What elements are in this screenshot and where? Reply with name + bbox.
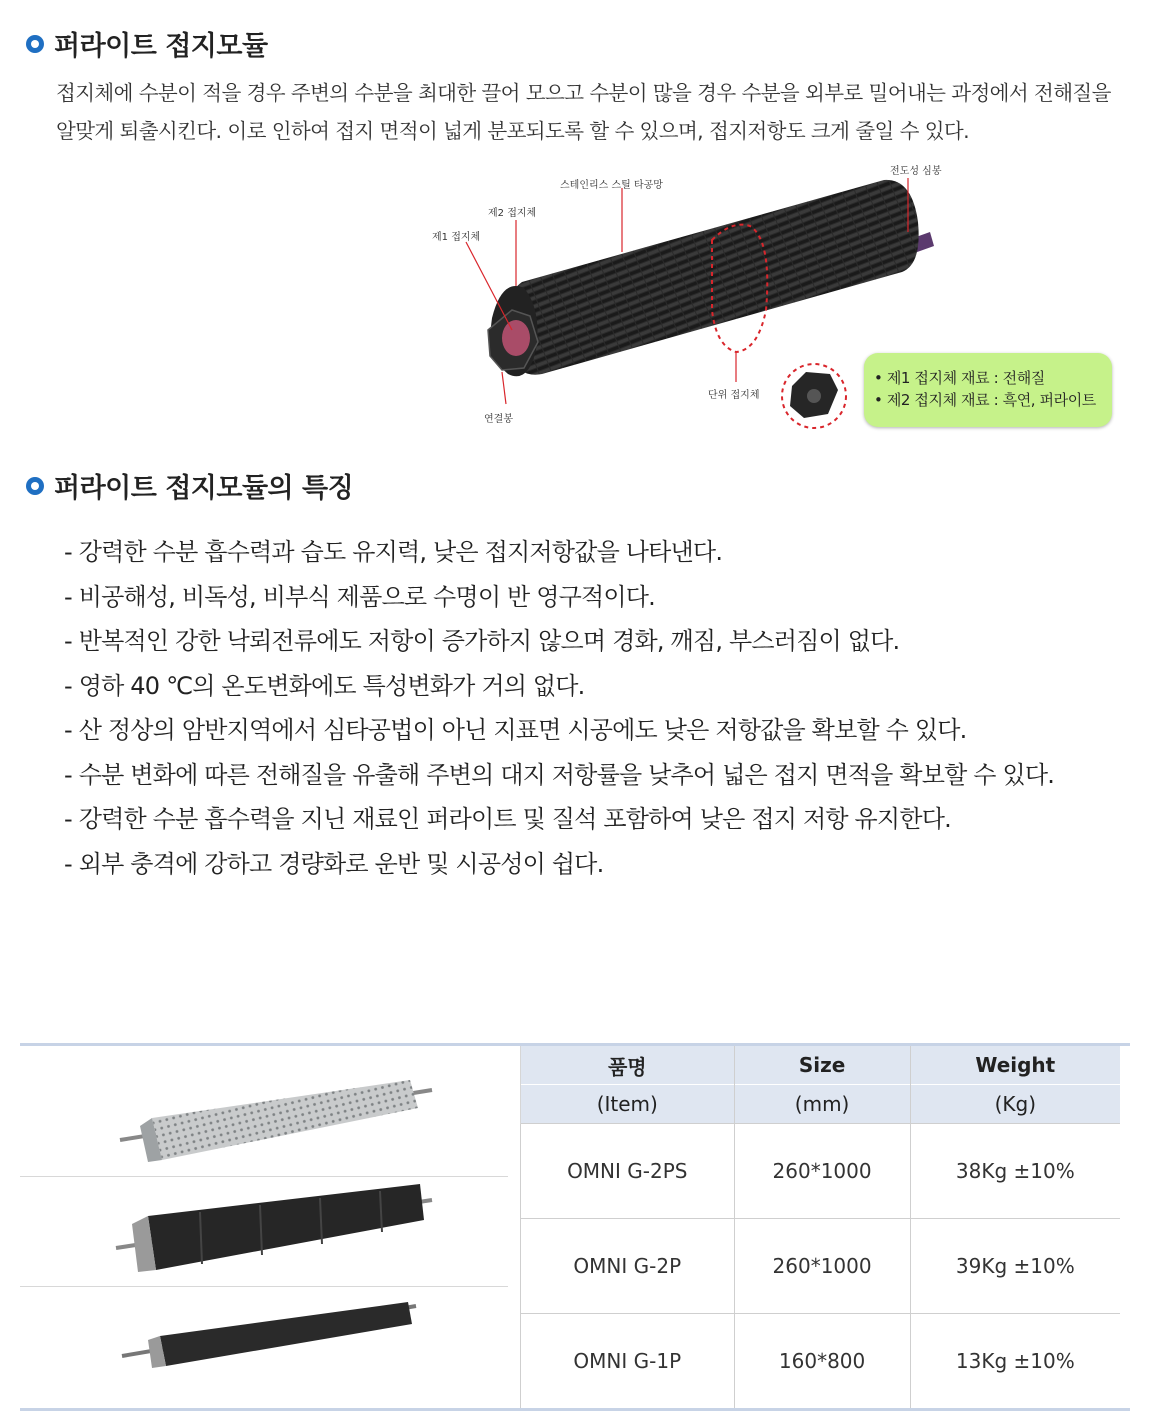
cell-size: 260*1000: [734, 1124, 910, 1219]
circle-bullet-icon: [26, 35, 44, 53]
list-item: - 수분 변화에 따른 전해질을 유출해 주변의 대지 저항률을 낮추어 넓은 접지 면적을 확보할 수 있다.: [64, 753, 1054, 798]
table-header-row: [521, 1046, 1121, 1085]
header-size: Size: [734, 1046, 910, 1085]
material-line: • 제2 접지체 재료 : 흑연, 퍼라이트: [874, 391, 1096, 409]
feature-list: [64, 530, 1054, 886]
table-bottom-rule: [20, 1408, 1130, 1411]
product-photo-g1p: [20, 1290, 508, 1400]
list-item: - 반복적인 강한 낙뢰전류에도 저항이 증가하지 않으며 경화, 깨짐, 부스러짐이 없다.: [64, 619, 1054, 664]
label-unit: 단위 접지체: [708, 390, 760, 401]
first-body-core: [502, 320, 530, 356]
spec-table: [520, 1046, 1120, 1408]
product-photo-g2ps: [20, 1066, 508, 1176]
material-line: • 제1 접지체 재료 : 전해질: [874, 369, 1045, 387]
list-item: - 영하 40 ℃의 온도변화에도 특성변화가 거의 없다.: [64, 664, 1054, 709]
label-second: 제2 접지체: [488, 208, 537, 219]
cell-weight: 13Kg ±10%: [910, 1314, 1120, 1409]
section-title-text: 퍼라이트 접지모듈: [54, 31, 268, 62]
label-first: 제1 접지체: [432, 232, 481, 243]
cell-size: 160*800: [734, 1314, 910, 1409]
header-item-unit: (Item): [521, 1085, 735, 1124]
cylinder-body: [504, 180, 919, 375]
list-item: - 외부 충격에 강하고 경량화로 운반 및 시공성이 쉽다.: [64, 842, 1054, 887]
table-row: [521, 1124, 1121, 1219]
section-title-features: [26, 466, 353, 505]
label-rod: 연결봉: [484, 414, 513, 425]
photo-divider: [20, 1176, 508, 1177]
list-item: - 산 정상의 암반지역에서 심타공법이 아닌 지표면 시공에도 낮은 저항값을 확보할 수 있다.: [64, 708, 1054, 753]
cell-size: 260*1000: [734, 1219, 910, 1314]
label-core: 전도성 심봉: [890, 166, 942, 177]
list-item: - 강력한 수분 흡수력과 습도 유지력, 낮은 접지저항값을 나타낸다.: [64, 530, 1054, 575]
header-weight: Weight: [910, 1046, 1120, 1085]
list-item: - 강력한 수분 흡수력을 지닌 재료인 퍼라이트 및 질석 포함하여 낮은 접지 저항 유지한다.: [64, 797, 1054, 842]
cell-weight: 38Kg ±10%: [910, 1124, 1120, 1219]
intro-paragraph: 접지체에 수분이 적을 경우 주변의 수분을 최대한 끌어 모으고 수분이 많을 경우 수분을 외부로 밀어내는 과정에서 전해질을 알맞게 퇴출시킨다. 이로 인하여 접지 면적이 넓게 분포되도록 할 수 있으며, 접지저항도 크게 줄일 수 있다.: [56, 81, 1111, 143]
table-header-row: [521, 1085, 1121, 1124]
header-item: 품명: [521, 1046, 735, 1085]
cell-item: OMNI G-2P: [521, 1219, 735, 1314]
label-mesh: 스테인리스 스틸 타공망: [560, 180, 663, 191]
product-photo-g2p: [20, 1178, 508, 1288]
table-row: [521, 1314, 1121, 1409]
circle-bullet-icon: [26, 477, 44, 495]
header-weight-unit: (Kg): [910, 1085, 1120, 1124]
photo-divider: [20, 1286, 508, 1287]
list-item: - 비공해성, 비독성, 비부식 제품으로 수명이 반 영구적이다.: [64, 575, 1054, 620]
header-size-unit: (mm): [734, 1085, 910, 1124]
section-title-module: [26, 24, 268, 63]
materials-box: [864, 353, 1112, 427]
cell-item: OMNI G-2PS: [521, 1124, 735, 1219]
table-row: [521, 1219, 1121, 1314]
section-title-text: 퍼라이트 접지모듈의 특징: [54, 473, 354, 504]
cell-weight: 39Kg ±10%: [910, 1219, 1120, 1314]
cell-item: OMNI G-1P: [521, 1314, 735, 1409]
